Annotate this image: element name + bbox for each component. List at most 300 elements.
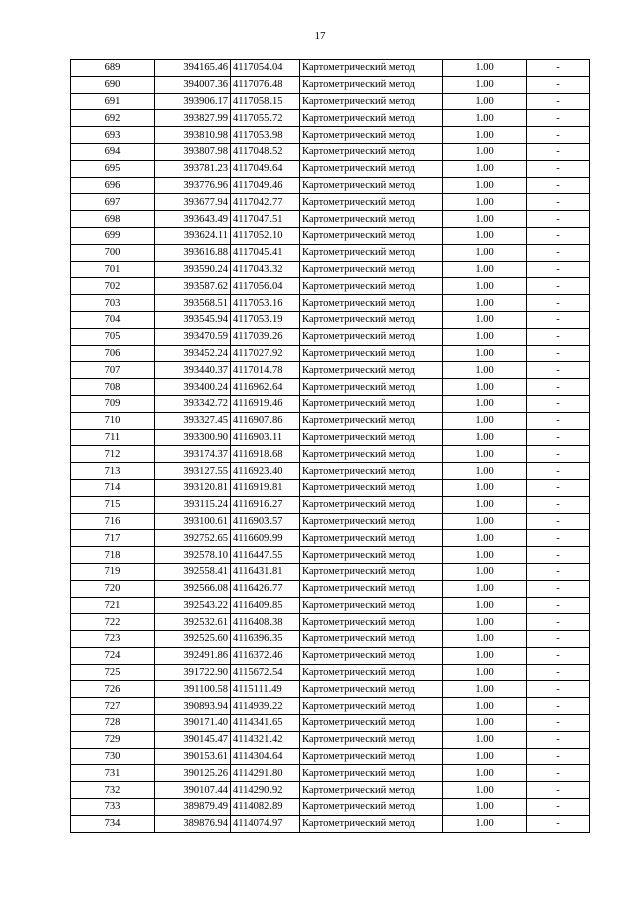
table-row [71,60,590,77]
note-cell: - [527,76,590,93]
x-coordinate-cell: 393452.24 [155,345,231,362]
point-number-cell: 734 [71,815,155,832]
accuracy-cell: 1.00 [443,782,527,799]
point-number-cell: 731 [71,765,155,782]
accuracy-cell: 1.00 [443,647,527,664]
accuracy-cell: 1.00 [443,580,527,597]
point-number-cell: 701 [71,261,155,278]
point-number-cell: 694 [71,143,155,160]
method-cell: Картометрический метод [300,76,443,93]
method-cell: Картометрический метод [300,748,443,765]
table-row [71,261,590,278]
x-coordinate-cell: 393127.55 [155,463,231,480]
point-number-cell: 730 [71,748,155,765]
table-row [71,127,590,144]
point-number-cell: 724 [71,647,155,664]
x-coordinate-cell: 392752.65 [155,530,231,547]
y-coordinate-cell: 4114321.42 [231,731,300,748]
x-coordinate-cell: 390145.47 [155,731,231,748]
table-row [71,311,590,328]
note-cell: - [527,127,590,144]
x-coordinate-cell: 391100.58 [155,681,231,698]
note-cell: - [527,496,590,513]
table-row [71,446,590,463]
x-coordinate-cell: 393545.94 [155,311,231,328]
table-row [71,681,590,698]
note-cell: - [527,664,590,681]
accuracy-cell: 1.00 [443,513,527,530]
note-cell: - [527,782,590,799]
x-coordinate-cell: 393342.72 [155,395,231,412]
point-number-cell: 692 [71,110,155,127]
table-row [71,631,590,648]
point-number-cell: 693 [71,127,155,144]
x-coordinate-cell: 392525.60 [155,631,231,648]
method-cell: Картометрический метод [300,93,443,110]
accuracy-cell: 1.00 [443,698,527,715]
point-number-cell: 725 [71,664,155,681]
table-row [71,395,590,412]
accuracy-cell: 1.00 [443,362,527,379]
point-number-cell: 712 [71,446,155,463]
x-coordinate-cell: 390893.94 [155,698,231,715]
accuracy-cell: 1.00 [443,143,527,160]
method-cell: Картометрический метод [300,110,443,127]
method-cell: Картометрический метод [300,799,443,816]
point-number-cell: 697 [71,194,155,211]
accuracy-cell: 1.00 [443,479,527,496]
method-cell: Картометрический метод [300,295,443,312]
point-number-cell: 726 [71,681,155,698]
table-row [71,664,590,681]
y-coordinate-cell: 4114341.65 [231,715,300,732]
point-number-cell: 703 [71,295,155,312]
note-cell: - [527,311,590,328]
note-cell: - [527,295,590,312]
coordinates-table [70,59,590,833]
note-cell: - [527,227,590,244]
accuracy-cell: 1.00 [443,328,527,345]
y-coordinate-cell: 4114074.97 [231,815,300,832]
point-number-cell: 719 [71,563,155,580]
x-coordinate-cell: 392532.61 [155,614,231,631]
x-coordinate-cell: 393470.59 [155,328,231,345]
note-cell: - [527,597,590,614]
y-coordinate-cell: 4116919.81 [231,479,300,496]
note-cell: - [527,93,590,110]
y-coordinate-cell: 4117027.92 [231,345,300,362]
x-coordinate-cell: 394007.36 [155,76,231,93]
method-cell: Картометрический метод [300,143,443,160]
method-cell: Картометрический метод [300,311,443,328]
accuracy-cell: 1.00 [443,429,527,446]
note-cell: - [527,698,590,715]
table-row [71,211,590,228]
method-cell: Картометрический метод [300,127,443,144]
y-coordinate-cell: 4117055.72 [231,110,300,127]
note-cell: - [527,379,590,396]
point-number-cell: 713 [71,463,155,480]
y-coordinate-cell: 4117053.98 [231,127,300,144]
y-coordinate-cell: 4116609.99 [231,530,300,547]
note-cell: - [527,647,590,664]
table-row [71,194,590,211]
y-coordinate-cell: 4114939.22 [231,698,300,715]
y-coordinate-cell: 4116409.85 [231,597,300,614]
x-coordinate-cell: 393624.11 [155,227,231,244]
accuracy-cell: 1.00 [443,244,527,261]
note-cell: - [527,715,590,732]
table-row [71,782,590,799]
x-coordinate-cell: 389876.94 [155,815,231,832]
point-number-cell: 705 [71,328,155,345]
point-number-cell: 706 [71,345,155,362]
point-number-cell: 722 [71,614,155,631]
note-cell: - [527,580,590,597]
y-coordinate-cell: 4117058.15 [231,93,300,110]
method-cell: Картометрический метод [300,530,443,547]
point-number-cell: 732 [71,782,155,799]
note-cell: - [527,765,590,782]
accuracy-cell: 1.00 [443,177,527,194]
y-coordinate-cell: 4114291.80 [231,765,300,782]
x-coordinate-cell: 390153.61 [155,748,231,765]
method-cell: Картометрический метод [300,782,443,799]
y-coordinate-cell: 4117014.78 [231,362,300,379]
accuracy-cell: 1.00 [443,211,527,228]
note-cell: - [527,194,590,211]
y-coordinate-cell: 4117049.64 [231,160,300,177]
table-row [71,698,590,715]
note-cell: - [527,631,590,648]
point-number-cell: 698 [71,211,155,228]
x-coordinate-cell: 393810.98 [155,127,231,144]
y-coordinate-cell: 4117054.04 [231,60,300,77]
point-number-cell: 690 [71,76,155,93]
accuracy-cell: 1.00 [443,496,527,513]
accuracy-cell: 1.00 [443,379,527,396]
y-coordinate-cell: 4116396.35 [231,631,300,648]
accuracy-cell: 1.00 [443,664,527,681]
method-cell: Картометрический метод [300,412,443,429]
method-cell: Картометрический метод [300,177,443,194]
table-row [71,547,590,564]
x-coordinate-cell: 390125.26 [155,765,231,782]
table-row [71,715,590,732]
table-row [71,177,590,194]
method-cell: Картометрический метод [300,496,443,513]
note-cell: - [527,463,590,480]
accuracy-cell: 1.00 [443,815,527,832]
table-row [71,278,590,295]
note-cell: - [527,177,590,194]
note-cell: - [527,748,590,765]
point-number-cell: 696 [71,177,155,194]
method-cell: Картометрический метод [300,580,443,597]
table-row [71,647,590,664]
x-coordinate-cell: 393327.45 [155,412,231,429]
method-cell: Картометрический метод [300,664,443,681]
table-row [71,160,590,177]
y-coordinate-cell: 4116426.77 [231,580,300,597]
table-row [71,412,590,429]
y-coordinate-cell: 4117053.19 [231,311,300,328]
table-row [71,815,590,832]
accuracy-cell: 1.00 [443,295,527,312]
point-number-cell: 723 [71,631,155,648]
point-number-cell: 721 [71,597,155,614]
y-coordinate-cell: 4116903.11 [231,429,300,446]
accuracy-cell: 1.00 [443,530,527,547]
table-row [71,76,590,93]
y-coordinate-cell: 4117045.41 [231,244,300,261]
accuracy-cell: 1.00 [443,446,527,463]
note-cell: - [527,446,590,463]
accuracy-cell: 1.00 [443,160,527,177]
y-coordinate-cell: 4117048.52 [231,143,300,160]
accuracy-cell: 1.00 [443,681,527,698]
x-coordinate-cell: 393587.62 [155,278,231,295]
x-coordinate-cell: 393590.24 [155,261,231,278]
method-cell: Картометрический метод [300,731,443,748]
method-cell: Картометрический метод [300,563,443,580]
note-cell: - [527,110,590,127]
point-number-cell: 702 [71,278,155,295]
table-row [71,597,590,614]
accuracy-cell: 1.00 [443,278,527,295]
point-number-cell: 700 [71,244,155,261]
accuracy-cell: 1.00 [443,614,527,631]
x-coordinate-cell: 393643.49 [155,211,231,228]
note-cell: - [527,211,590,228]
y-coordinate-cell: 4117076.48 [231,76,300,93]
table-row [71,530,590,547]
x-coordinate-cell: 394165.46 [155,60,231,77]
x-coordinate-cell: 393616.88 [155,244,231,261]
method-cell: Картометрический метод [300,446,443,463]
x-coordinate-cell: 393568.51 [155,295,231,312]
y-coordinate-cell: 4114304.64 [231,748,300,765]
table-row [71,362,590,379]
note-cell: - [527,345,590,362]
x-coordinate-cell: 392578.10 [155,547,231,564]
point-number-cell: 733 [71,799,155,816]
table-row [71,563,590,580]
point-number-cell: 716 [71,513,155,530]
note-cell: - [527,799,590,816]
y-coordinate-cell: 4116918.68 [231,446,300,463]
accuracy-cell: 1.00 [443,194,527,211]
note-cell: - [527,60,590,77]
x-coordinate-cell: 393100.61 [155,513,231,530]
x-coordinate-cell: 393807.98 [155,143,231,160]
accuracy-cell: 1.00 [443,547,527,564]
method-cell: Картометрический метод [300,395,443,412]
table-row [71,429,590,446]
point-number-cell: 729 [71,731,155,748]
point-number-cell: 727 [71,698,155,715]
table-row [71,379,590,396]
y-coordinate-cell: 4117049.46 [231,177,300,194]
table-row [71,799,590,816]
accuracy-cell: 1.00 [443,76,527,93]
note-cell: - [527,244,590,261]
accuracy-cell: 1.00 [443,631,527,648]
table-row [71,496,590,513]
method-cell: Картометрический метод [300,597,443,614]
x-coordinate-cell: 391722.90 [155,664,231,681]
method-cell: Картометрический метод [300,244,443,261]
accuracy-cell: 1.00 [443,765,527,782]
x-coordinate-cell: 393400.24 [155,379,231,396]
method-cell: Картометрический метод [300,715,443,732]
x-coordinate-cell: 389879.49 [155,799,231,816]
x-coordinate-cell: 393781.23 [155,160,231,177]
y-coordinate-cell: 4116907.86 [231,412,300,429]
method-cell: Картометрический метод [300,211,443,228]
table-row [71,479,590,496]
x-coordinate-cell: 390107.44 [155,782,231,799]
page-number: 17 [314,30,326,42]
method-cell: Картометрический метод [300,429,443,446]
x-coordinate-cell: 392558.41 [155,563,231,580]
accuracy-cell: 1.00 [443,412,527,429]
x-coordinate-cell: 393174.37 [155,446,231,463]
method-cell: Картометрический метод [300,379,443,396]
table-row [71,143,590,160]
table-row [71,748,590,765]
method-cell: Картометрический метод [300,765,443,782]
y-coordinate-cell: 4117056.04 [231,278,300,295]
x-coordinate-cell: 393827.99 [155,110,231,127]
method-cell: Картометрический метод [300,60,443,77]
accuracy-cell: 1.00 [443,597,527,614]
table-row [71,110,590,127]
table-row [71,463,590,480]
table-row [71,580,590,597]
method-cell: Картометрический метод [300,362,443,379]
y-coordinate-cell: 4117053.16 [231,295,300,312]
table-row [71,244,590,261]
accuracy-cell: 1.00 [443,463,527,480]
point-number-cell: 695 [71,160,155,177]
note-cell: - [527,563,590,580]
note-cell: - [527,513,590,530]
y-coordinate-cell: 4117043.32 [231,261,300,278]
method-cell: Картометрический метод [300,227,443,244]
table-row [71,227,590,244]
y-coordinate-cell: 4116372.46 [231,647,300,664]
accuracy-cell: 1.00 [443,60,527,77]
x-coordinate-cell: 393300.90 [155,429,231,446]
method-cell: Картометрический метод [300,463,443,480]
note-cell: - [527,261,590,278]
y-coordinate-cell: 4116919.46 [231,395,300,412]
y-coordinate-cell: 4117042.77 [231,194,300,211]
method-cell: Картометрический метод [300,513,443,530]
point-number-cell: 717 [71,530,155,547]
point-number-cell: 715 [71,496,155,513]
accuracy-cell: 1.00 [443,127,527,144]
point-number-cell: 691 [71,93,155,110]
point-number-cell: 718 [71,547,155,564]
point-number-cell: 714 [71,479,155,496]
method-cell: Картометрический метод [300,698,443,715]
point-number-cell: 704 [71,311,155,328]
table-row [71,513,590,530]
table-row [71,295,590,312]
method-cell: Картометрический метод [300,261,443,278]
point-number-cell: 689 [71,60,155,77]
method-cell: Картометрический метод [300,547,443,564]
table-row [71,614,590,631]
x-coordinate-cell: 393440.37 [155,362,231,379]
y-coordinate-cell: 4115111.49 [231,681,300,698]
y-coordinate-cell: 4116447.55 [231,547,300,564]
x-coordinate-cell: 393906.17 [155,93,231,110]
point-number-cell: 699 [71,227,155,244]
accuracy-cell: 1.00 [443,395,527,412]
accuracy-cell: 1.00 [443,110,527,127]
accuracy-cell: 1.00 [443,563,527,580]
x-coordinate-cell: 393120.81 [155,479,231,496]
accuracy-cell: 1.00 [443,311,527,328]
note-cell: - [527,731,590,748]
note-cell: - [527,547,590,564]
y-coordinate-cell: 4116903.57 [231,513,300,530]
note-cell: - [527,479,590,496]
y-coordinate-cell: 4114290.92 [231,782,300,799]
y-coordinate-cell: 4117039.26 [231,328,300,345]
point-number-cell: 708 [71,379,155,396]
table-row [71,731,590,748]
y-coordinate-cell: 4117052.10 [231,227,300,244]
accuracy-cell: 1.00 [443,227,527,244]
note-cell: - [527,278,590,295]
y-coordinate-cell: 4116916.27 [231,496,300,513]
y-coordinate-cell: 4116923.40 [231,463,300,480]
method-cell: Картометрический метод [300,328,443,345]
method-cell: Картометрический метод [300,815,443,832]
accuracy-cell: 1.00 [443,93,527,110]
note-cell: - [527,412,590,429]
table-row [71,345,590,362]
method-cell: Картометрический метод [300,647,443,664]
note-cell: - [527,681,590,698]
x-coordinate-cell: 393776.96 [155,177,231,194]
point-number-cell: 711 [71,429,155,446]
x-coordinate-cell: 390171.40 [155,715,231,732]
accuracy-cell: 1.00 [443,748,527,765]
method-cell: Картометрический метод [300,681,443,698]
method-cell: Картометрический метод [300,345,443,362]
note-cell: - [527,328,590,345]
accuracy-cell: 1.00 [443,345,527,362]
note-cell: - [527,530,590,547]
accuracy-cell: 1.00 [443,799,527,816]
table-row [71,328,590,345]
accuracy-cell: 1.00 [443,261,527,278]
y-coordinate-cell: 4116431.81 [231,563,300,580]
coordinates-table-body [71,60,590,833]
point-number-cell: 707 [71,362,155,379]
y-coordinate-cell: 4116962.64 [231,379,300,396]
method-cell: Картометрический метод [300,479,443,496]
y-coordinate-cell: 4117047.51 [231,211,300,228]
y-coordinate-cell: 4116408.38 [231,614,300,631]
note-cell: - [527,395,590,412]
note-cell: - [527,143,590,160]
